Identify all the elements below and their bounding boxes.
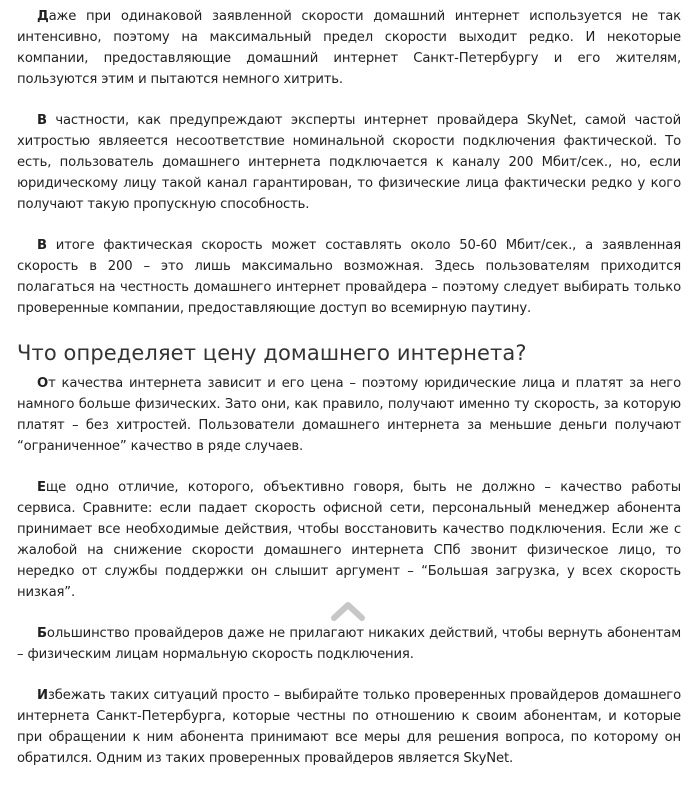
- article: [17, 6, 681, 789]
- paragraph-text: ще одно отличие, которого, объективно говоря, быть не должно – качество работы сервиса. Сравните: если падает скорость офисной сети, персональный менеджер абонента принимает все необходимые действия, чтобы восстановить качество подключения. Если же с жалобой на снижение скорости домашнего интернета СПб звонит физическое лицо, то нередко от службы поддержки он слышит аргумент – “Большая загрузка, у всех скорость низкая”.: [17, 480, 681, 600]
- drop-letter: В: [37, 113, 47, 128]
- paragraph-text: частности, как предупреждают эксперты интернет провайдера SkyNet, самой частой хитростью являеется несоответствие номинальной скорости подключения фактической. То есть, пользователь домашнего интернета подключается к каналу 200 Мбит/сек., но, если юридическому лицу такой канал гарантирован, то физические лица фактически редко у кого получают такую пропускную способность.: [17, 113, 681, 212]
- paragraph: [17, 685, 681, 769]
- drop-letter: Д: [37, 9, 49, 24]
- paragraph: [17, 623, 681, 665]
- chevron-up-icon: [328, 598, 368, 624]
- paragraph: [17, 235, 681, 319]
- paragraph-text: збежать таких ситуаций просто – выбирайте только проверенных провайдеров домашнего интернета Санкт-Петербурга, которые честны по отношению к своим абонентам, и которые при обращении к ним абонента принимают все меры для решения вопроса, по которому он обратился. Одним из таких проверенных провайдеров является SkyNet.: [17, 688, 681, 766]
- paragraph-text: итоге фактическая скорость может составлять около 50-60 Мбит/сек., а заявленная скорость в 200 – это лишь максимально возможная. Здесь пользователям приходится полагаться на честность домашнего интернет провайдера – поэтому следует выбирать только проверенные компании, предоставляющие доступ во всемирную паутину.: [17, 238, 681, 316]
- scroll-to-top-button[interactable]: [328, 598, 368, 624]
- drop-letter: Е: [37, 480, 46, 495]
- paragraph-text: аже при одинаковой заявленной скорости домашний интернет используется не так интенсивно, поэтому на максимальный предел скорости выходит редко. И некоторые компании, предоставляющие домашний интернет Санкт-Петербургу и его жителям, пользуются этим и пытаются немного хитрить.: [17, 9, 681, 87]
- drop-letter: И: [37, 688, 48, 703]
- paragraph: [17, 477, 681, 603]
- paragraph: [17, 6, 681, 90]
- drop-letter: Б: [37, 626, 47, 641]
- paragraph: [17, 110, 681, 215]
- drop-letter: В: [37, 238, 47, 253]
- section-heading: Что определяет цену домашнего интернета?: [17, 341, 527, 365]
- paragraph: [17, 373, 681, 457]
- drop-letter: О: [37, 376, 49, 391]
- paragraph-text: т качества интернета зависит и его цена – поэтому юридические лица и платят за него намного больше физических. Зато они, как правило, получают именно ту скорость, за которую платят – без хитростей. Пользователи домашнего интернета за меньшие деньги получают “ограниченное” качество в ряде случаев.: [17, 376, 681, 454]
- paragraph-text: ольшинство провайдеров даже не прилагают никаких действий, чтобы вернуть абонентам – физическим лицам нормальную скорость подключения.: [17, 626, 681, 662]
